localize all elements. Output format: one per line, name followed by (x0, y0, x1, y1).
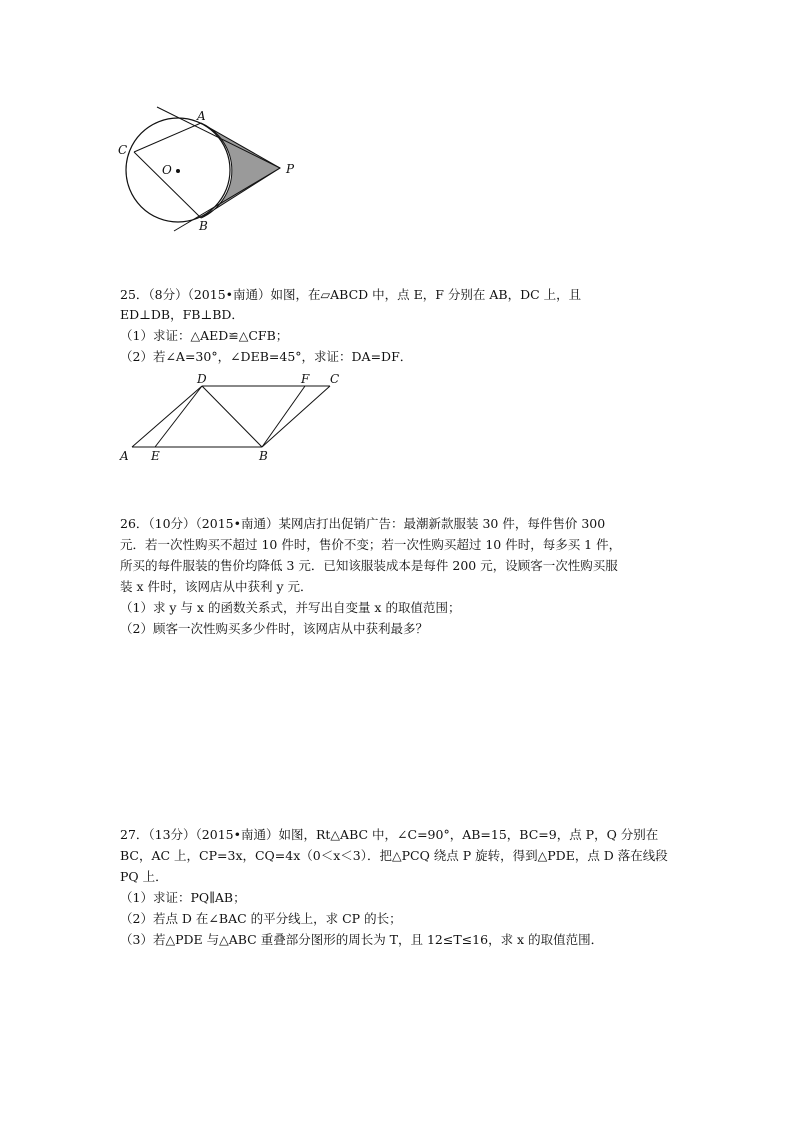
p26-line4: 装 x 件时，该网店从中获利 y 元． (120, 579, 313, 594)
label-b2: B (259, 449, 268, 463)
label-b: B (199, 219, 208, 233)
p25-line1: 25．（8分）（2015•南通）如图，在▱ABCD 中，点 E，F 分别在 AB，DC 上，且 (120, 287, 582, 302)
p26-line5: （1）求 y 与 x 的函数关系式，并写出自变量 x 的取值范围； (120, 600, 461, 615)
p26-line2: 元．若一次性购买不超过 10 件时，售价不变；若一次性购买超过 10 件时，每多买 1 件， (120, 537, 622, 552)
p27-line3: PQ 上． (120, 869, 168, 884)
label-c: C (118, 143, 128, 157)
center-point (176, 169, 180, 173)
label-p: P (286, 162, 295, 176)
label-e: E (151, 449, 160, 463)
label-f: F (301, 372, 310, 386)
p27-line4: （1）求证：PQ∥AB； (120, 890, 246, 905)
p27-line5: （2）若点 D 在∠BAC 的平分线上，求 CP 的长； (120, 911, 402, 926)
p27-line1: 27．（13分）（2015•南通）如图，Rt△ABC 中，∠C=90°，AB=15，BC=9，点 P，Q 分别在 (120, 827, 659, 842)
circle-tangent-figure (112, 100, 312, 235)
p26-line3: 所买的每件服装的售价均降低 3 元．已知该服装成本是每件 200 元，设顾客一次性购买服 (120, 558, 618, 573)
p26-line6: （2）顾客一次性购买多少件时，该网店从中获利最多？ (120, 621, 428, 636)
p26-line1: 26．（10分）（2015•南通）某网店打出促销广告：最潮新款服装 30 件，每件售价 300 (120, 516, 606, 531)
parallelogram-figure (115, 372, 350, 464)
segment-fb (262, 386, 305, 447)
label-o: O (162, 163, 172, 177)
label-a2: A (120, 449, 129, 463)
side-ad (132, 386, 202, 447)
p25-line4: （2）若∠A=30°，∠DEB=45°，求证：DA=DF． (120, 349, 413, 364)
label-c2: C (330, 372, 340, 386)
p25-line3: （1）求证：△AED≌△CFB； (120, 328, 289, 343)
tangent-pb (174, 168, 280, 231)
tangent-pa (157, 107, 280, 168)
side-bc (262, 386, 330, 447)
chord-ca (134, 123, 201, 152)
segment-db (202, 386, 262, 447)
segment-ed (155, 386, 202, 447)
p27-line6: （3）若△PDE 与△ABC 重叠部分图形的周长为 T，且 12≤T≤16，求 x 的取值范围． (120, 932, 604, 947)
shaded-region (201, 123, 280, 218)
p27-line2: BC，AC 上，CP=3x，CQ=4x（0＜x＜3）．把△PCQ 绕点 P 旋转，得到△PDE，点 D 落在线段 (120, 848, 668, 863)
chord-cb (134, 152, 201, 218)
p25-line2: ED⊥DB，FB⊥BD． (120, 307, 244, 322)
label-a: A (197, 109, 206, 123)
label-d: D (197, 372, 207, 386)
